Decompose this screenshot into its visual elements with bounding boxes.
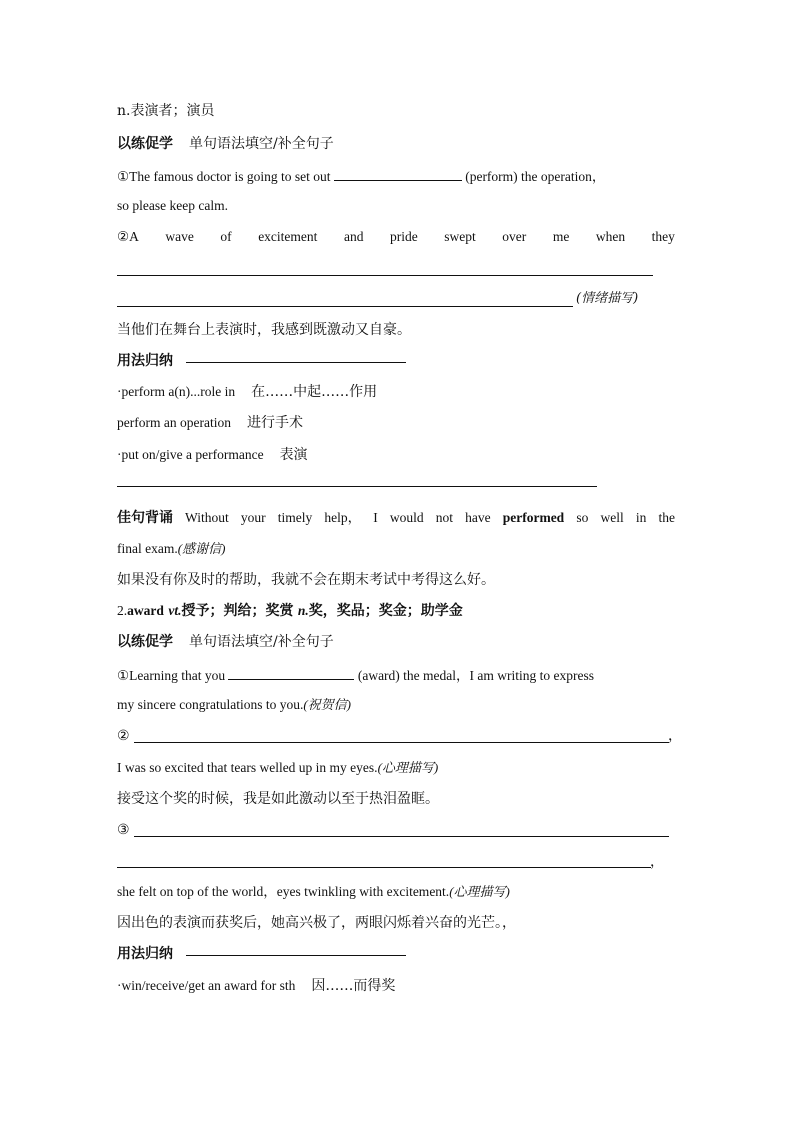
usage-header-2: 用法归纳 (117, 946, 173, 962)
definition-text: n.表演者；演员 (117, 103, 215, 119)
question-1-2: ②A wave of excitement and pride swept over me when they (117, 229, 675, 244)
question-1-1: ①The famous doctor is going to set out (perform) the operation， (117, 166, 605, 186)
usage-item: perform an operation 进行手术 (117, 415, 303, 431)
header-rule (186, 955, 406, 956)
question-1-1-cont: so please keep calm. (117, 198, 228, 213)
answer-line[interactable] (117, 306, 573, 307)
header-rule (186, 362, 406, 363)
usage-header-1: 用法归纳 (117, 353, 173, 369)
answer-line[interactable] (117, 867, 651, 868)
answer-blank[interactable] (228, 665, 354, 680)
chinese-prompt-2: 接受这个奖的时候，我是如此激动以至于热泪盈眶。 (117, 791, 439, 807)
question-2-2-num: ② (117, 728, 130, 744)
divider (117, 486, 597, 487)
answer-line[interactable] (117, 275, 653, 276)
question-2-1-cont: my sincere congratulations to you.(祝贺信) (117, 697, 352, 712)
usage-item: ·win/receive/get an award for sth 因……而得奖 (117, 978, 396, 994)
definition-line (117, 102, 214, 120)
question-2-1: ①Learning that you (award) the medal，I am writing to express (117, 665, 594, 685)
practice-header-1: 以练促学 单句语法填空/补全句子 (117, 136, 334, 152)
question-2-2-text: I was so excited that tears welled up in my eyes.(心理描写) (117, 760, 439, 775)
word-entry-award: 2.award vt.授予；判给；奖赏 n.奖，奖品；奖金；助学金 (117, 603, 463, 619)
emotion-tag: (情绪描写) (576, 291, 639, 306)
answer-blank[interactable] (334, 166, 462, 181)
chinese-prompt-3: 因出色的表演而获奖后，她高兴极了，两眼闪烁着兴奋的光芒。， (117, 915, 516, 931)
recite-line-1: 佳句背诵 Without your timely help， I would not have performed so well in the (117, 510, 675, 526)
chinese-prompt-1: 当他们在舞台上表演时，我感到既激动又自豪。 (117, 322, 411, 338)
recite-line-2: final exam.(感谢信) (117, 541, 226, 556)
question-2-3-num: ③ (117, 822, 130, 838)
recite-chinese: 如果没有你及时的帮助，我就不会在期末考试中考得这么好。 (117, 572, 495, 588)
usage-item: ·put on/give a performance 表演 (117, 447, 308, 463)
question-2-3-text: she felt on top of the world，eyes twinkling with excitement.(心理描写) (117, 884, 510, 899)
answer-line[interactable] (134, 742, 669, 743)
comma: ， (668, 728, 682, 744)
usage-item: ·perform a(n)...role in 在……中起……作用 (117, 384, 378, 400)
comma: ， (650, 854, 664, 870)
answer-line[interactable] (134, 836, 669, 837)
practice-header-2: 以练促学 单句语法填空/补全句子 (117, 634, 334, 650)
